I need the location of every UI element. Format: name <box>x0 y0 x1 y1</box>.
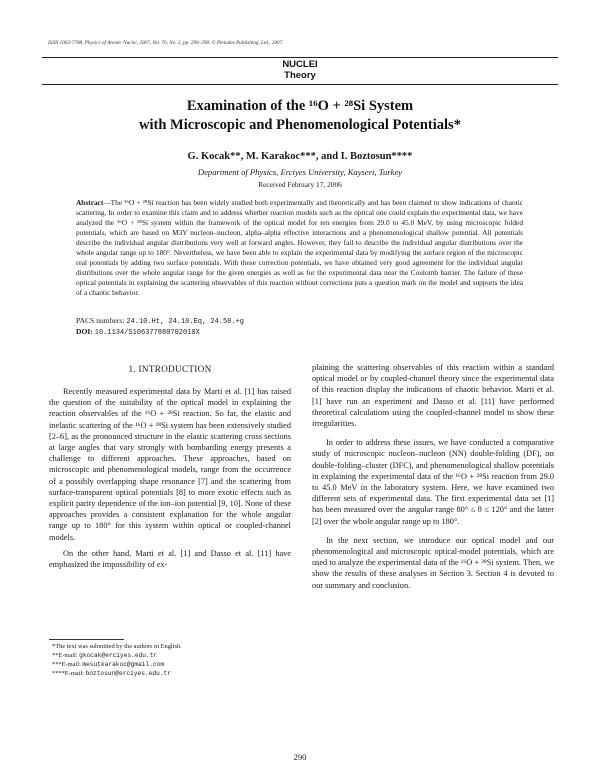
doi-value: 10.1134/S106377880702010X <box>94 329 200 337</box>
doi-label: DOI: <box>76 327 93 336</box>
title-line-2: with Microscopic and Phenomenological Potentials* <box>139 117 461 133</box>
abstract-label: Abstract <box>76 198 104 207</box>
footnote-email-1 <box>52 651 292 660</box>
pacs-line <box>76 316 523 326</box>
abstract-text: —The ¹⁶O + ²⁸Si reaction has been widely studied both experimentally and theoretically and has been claimed to show indications of chaotic scattering. In order to examine this claim and to address whether reaction models such as the optical one could explain the experimental data, we have analyzed the ¹⁶O + ²⁸Si system within the framework of the optical model for ten energies from 29.0 to 45.0 MeV, by using microscopic folded potentials, which are based on M3Y nucleon–nucleon, alpha–alpha effective interactions and a phenomenological shallow potential. All potentials describe the individual angular distributions very well at forward angles. However, they fail to describe the individual angular distributions over the whole angular range up to 180°. Nevertheless, we have been able to explain the experimental data by modifying the surface region of the microscopic real potentials by adding two surface potentials. With these correction potentials, we have obtained very good agreement for the individual angular distributions over the whole angular range for the given energies as well as for the experimental data near the Coulomb barrier. The failure of these optical potentials in explaining the scattering observables of this reaction without corrections puts a question mark on the model and supports the idea of a chaotic behavior. <box>76 198 523 297</box>
section-rule <box>42 84 558 85</box>
right-column <box>312 362 554 591</box>
section-label: NUCLEI <box>282 59 318 70</box>
email-link[interactable]: boztosun@erciyes.edu.tr <box>85 670 171 677</box>
footnote-email-3 <box>52 669 292 678</box>
top-rule <box>42 57 558 58</box>
pacs-value: 24.10.Ht, 24.10.Eq, 24.50.+g <box>126 318 244 326</box>
doi-line <box>76 327 523 337</box>
footnotes <box>52 642 292 678</box>
email-label: ***E-mail: <box>52 661 81 668</box>
intro-paragraph-2: On the other hand, Marti et al. [1] and Dasso et al. [11] have emphasized the impossibility of ex- <box>49 548 291 570</box>
running-head: ISSN 1063-7788, Physics of Atomic Nuclei, 2007, Vol. 70, No. 2, pp. 290–298. © Pleiades Publishing, Ltd., 2007. <box>48 40 284 46</box>
abstract <box>76 198 523 298</box>
email-link[interactable]: gkocak@erciyes.edu.tr <box>79 652 158 659</box>
author-list: G. Kocak**, M. Karakoc***, and I. Boztosun**** <box>187 151 413 162</box>
received-date: Received February 17, 2006 <box>258 180 342 189</box>
footnote-email-2 <box>52 660 292 669</box>
intro-paragraph-4: In order to address these issues, we have conducted a comparative study of microscopic nucleon–nucleon (NN) double-folding (DF), αα double-folding–cluster (DFC), and phenomenological shallow potentials in explaining the experimental data of the ¹⁶O + ²⁸Si reaction from 29.0 to 45.0 MeV in the laboratory system. Here, we have examined two different sets of experimental data. The first experimental data set [1] has been measured over the angular range 80° ≤ θ ≤ 120° and the latter [2] over the whole angular range up to 180°. <box>312 438 554 526</box>
footnote-submission: *The text was submitted by the authors in English. <box>52 643 182 650</box>
affiliation: Department of Physics, Erciyes University, Kayseri, Turkey <box>197 167 403 177</box>
email-link[interactable]: mesutkarakoc@gmail.com <box>82 661 165 668</box>
pacs-label: PACS numbers: <box>76 316 125 325</box>
page-number: 290 <box>293 752 307 762</box>
email-label: **E-mail: <box>52 652 78 659</box>
title-line-1: Examination of the ¹⁶O + ²⁸Si System <box>186 98 414 114</box>
section-sublabel: Theory <box>284 70 316 81</box>
intro-paragraph-1: Recently measured experimental data by Marti et al. [1] has raised the question of the suitability of the optical model in explaining the reaction observables of the ¹⁶O + ²⁸Si reaction. So far, the elastic and inelastic scattering of the ¹⁶O + ²⁸Si system has been extensively studied [2–6], as the pronounced structure in the elastic scattering cross sections at large angles that vary strongly with bombarding energy presents a challenge to different approaches. These approaches, based on microscopic and phenomenological models, range from the occurrence of a possibly overlapping shape resonance [7] and the scattering from surface-transparent optical potentials [8] to more exotic effects such as explicit parity dependence of the ion–ion potential [9, 10]. None of these approaches provides a consistent explanation for the whole angular range up to 180° for this system within optical or coupled-channel models. <box>49 387 291 542</box>
intro-paragraph-5: In the next section, we introduce our optical model and our phenomenological and microscopic optical-model potentials, which are used to analyze the experimental data of the ¹⁶O + ²⁸Si system. Then, we show the results of these analyses in Section 3. Section 4 is devoted to our summary and conclusion. <box>312 535 554 590</box>
footnote-rule <box>49 639 124 640</box>
intro-paragraph-3: plaining the scattering observables of this reaction within a standard optical model or by coupled-channel theory since the experimental data of this reaction display the indications of chaotic behavior. Marti et al. [1] have run an experiment and Dasso et al. [11] have performed theoretical calculations using the coupled-channel model to show these irregularities. <box>312 363 554 429</box>
section-heading-introduction: 1. INTRODUCTION <box>128 364 212 374</box>
left-column <box>49 386 291 570</box>
email-label: ****E-mail: <box>52 670 84 677</box>
